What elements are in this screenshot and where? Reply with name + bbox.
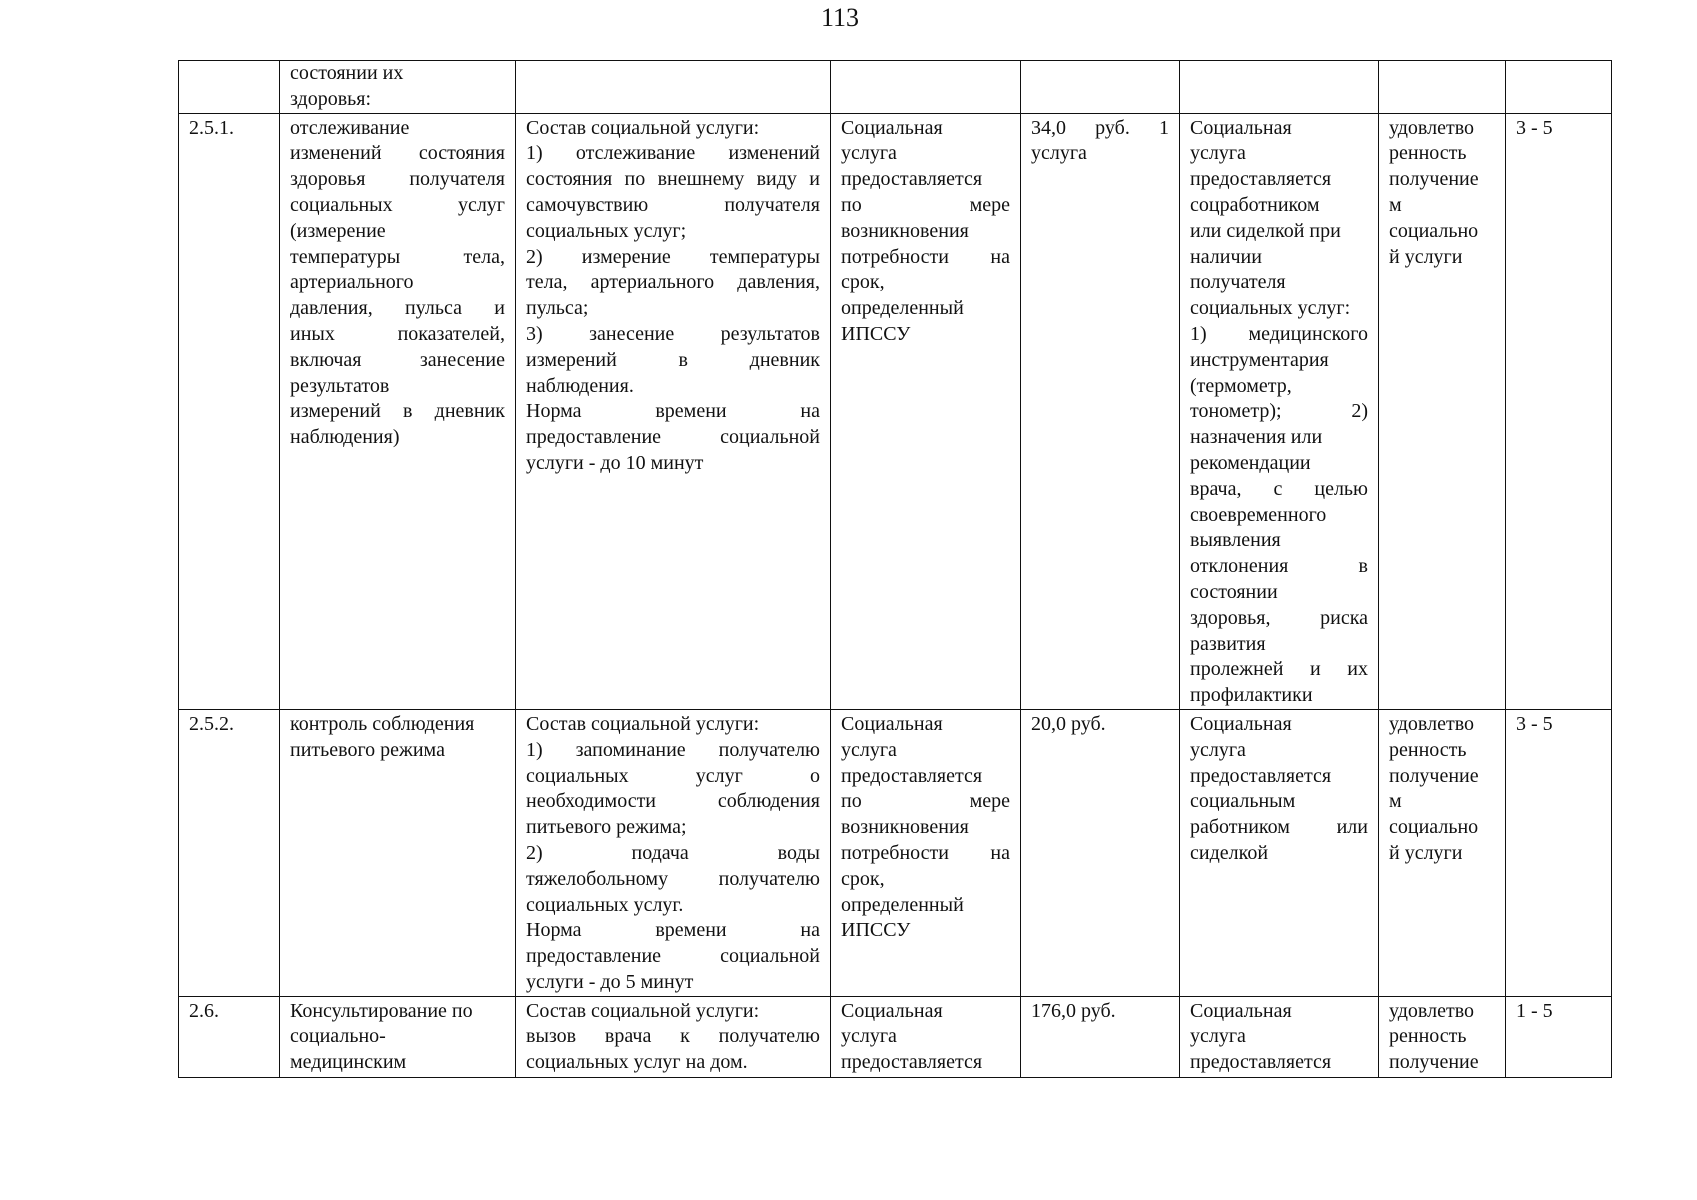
text-line: социальным — [1190, 790, 1296, 813]
text-line: удовлетво — [1389, 712, 1474, 735]
text-line: питьевого режима — [290, 738, 445, 761]
text-line: питьевого режима; — [526, 816, 687, 839]
text-line: услуга — [1190, 142, 1246, 165]
text-line: 176,0 руб. — [1031, 999, 1116, 1022]
service-price-cell — [1021, 61, 1180, 114]
text-line: получение — [1389, 168, 1479, 191]
text-line: давления, пульса и — [290, 297, 505, 320]
text-line: контроль соблюдения — [290, 712, 475, 735]
text-line: социально- — [290, 1025, 386, 1048]
quality-indicator-cell — [1379, 996, 1506, 1077]
text-line: социальных услуг — [290, 193, 505, 216]
text-line: медицинским — [290, 1051, 407, 1074]
text-line: социально — [1389, 219, 1479, 242]
text-line: (термометр, — [1190, 374, 1292, 397]
service-content-cell — [516, 61, 831, 114]
text-line: удовлетво — [1389, 999, 1474, 1022]
text-line: предоставляется — [841, 764, 983, 787]
page-number: 113 — [820, 3, 860, 32]
text-line: м — [1389, 193, 1402, 216]
text-line: Состав социальной услуги: — [526, 712, 760, 735]
text-line: ренность — [1389, 142, 1467, 165]
text-line: пульса; — [526, 297, 589, 320]
text-line: своевременного — [1190, 503, 1327, 526]
text-line: по мере — [841, 193, 1010, 216]
text-line: 34,0 руб. 1 — [1031, 116, 1169, 139]
table-row — [179, 113, 1612, 709]
text-line: определенный — [841, 893, 964, 916]
text-line: выявления — [1190, 529, 1281, 552]
text-line: пролежней и их — [1190, 658, 1368, 681]
service-content-cell — [516, 709, 831, 996]
text-line: измерений в дневник — [290, 400, 505, 423]
text-line: 1) медицинского — [1190, 322, 1368, 345]
score-cell: 3 - 5 — [1506, 113, 1612, 709]
text-line: социальных услуг; — [526, 219, 687, 242]
row-number-cell: 2.5.2. — [179, 709, 280, 996]
text-line: Социальная — [841, 116, 943, 139]
service-content-cell — [516, 113, 831, 709]
text-line: м — [1389, 790, 1402, 813]
text-line: Состав социальной услуги: — [526, 116, 760, 139]
text-line: изменений состояния — [290, 142, 505, 165]
text-line: назначения или — [1190, 426, 1323, 449]
quality-indicator-cell — [1379, 709, 1506, 996]
text-line: Норма времени на — [526, 919, 820, 942]
text-line: предоставление социальной — [526, 426, 820, 449]
text-line: определенный — [841, 297, 964, 320]
text-line: предоставляется — [1190, 168, 1332, 191]
text-line: отклонения в — [1190, 555, 1368, 578]
text-line: Социальная — [841, 712, 943, 735]
text-line: социально — [1389, 816, 1479, 839]
text-line: срок, — [841, 271, 885, 294]
text-line: социальных услуг на дом. — [526, 1051, 748, 1074]
text-line: услуги - до 5 минут — [526, 970, 694, 993]
service-conditions-cell — [1180, 61, 1379, 114]
service-term-cell — [831, 61, 1021, 114]
service-term-cell — [831, 996, 1021, 1077]
text-line: возникновения — [841, 219, 969, 242]
text-line: тонометр); 2) — [1190, 400, 1368, 423]
text-line: ренность — [1389, 738, 1467, 761]
text-line: услуга — [841, 1025, 897, 1048]
service-name-cell — [280, 113, 516, 709]
service-conditions-cell — [1180, 709, 1379, 996]
text-line: (измерение — [290, 219, 386, 242]
score-cell — [1506, 61, 1612, 114]
row-number-cell — [179, 61, 280, 114]
text-line: тяжелобольному получателю — [526, 867, 820, 890]
row-number-cell: 2.5.1. — [179, 113, 280, 709]
text-line: 2) измерение температуры — [526, 245, 820, 268]
text-line: социальных услуг. — [526, 893, 684, 916]
text-line: Консультирование по — [290, 999, 473, 1022]
text-line: тела, артериального давления, — [526, 271, 820, 294]
text-line: по мере — [841, 790, 1010, 813]
text-line: ренность — [1389, 1025, 1467, 1048]
service-price-cell — [1021, 113, 1180, 709]
service-content-cell — [516, 996, 831, 1077]
text-line: Состав социальной услуги: — [526, 999, 760, 1022]
text-line: й услуги — [1389, 245, 1463, 268]
text-line: Социальная — [1190, 116, 1292, 139]
text-line: включая занесение — [290, 348, 505, 371]
services-table — [178, 60, 1612, 1078]
text-line: здоровья, риска — [1190, 606, 1368, 629]
text-line: наблюдения) — [290, 426, 400, 449]
text-line: 1) запоминание получателю — [526, 738, 820, 761]
service-name-cell — [280, 61, 516, 114]
text-line: получение — [1389, 1051, 1479, 1074]
service-price-cell — [1021, 709, 1180, 996]
text-line: услуга — [1031, 142, 1087, 165]
text-line: иных показателей, — [290, 322, 505, 345]
text-line: Норма времени на — [526, 400, 820, 423]
service-name-cell — [280, 709, 516, 996]
table-row — [179, 709, 1612, 996]
text-line: соцработником — [1190, 193, 1320, 216]
text-line: измерений в дневник — [526, 348, 820, 371]
row-number-cell: 2.6. — [179, 996, 280, 1077]
service-conditions-cell — [1180, 113, 1379, 709]
text-line: сиделкой — [1190, 841, 1269, 864]
score-cell: 3 - 5 — [1506, 709, 1612, 996]
text-line: потребности на — [841, 245, 1010, 268]
text-line: удовлетво — [1389, 116, 1474, 139]
text-line: здоровья получателя — [290, 168, 505, 191]
text-line: социальных услуг о — [526, 764, 820, 787]
text-line: наблюдения. — [526, 374, 634, 397]
text-line: здоровья: — [290, 87, 372, 110]
text-line: социальных услуг: — [1190, 297, 1351, 320]
table-row — [179, 61, 1612, 114]
service-conditions-cell — [1180, 996, 1379, 1077]
quality-indicator-cell — [1379, 113, 1506, 709]
text-line: наличии — [1190, 245, 1262, 268]
service-term-cell — [831, 113, 1021, 709]
text-line: рекомендации — [1190, 451, 1311, 474]
text-line: получателя — [1190, 271, 1286, 294]
score-cell: 1 - 5 — [1506, 996, 1612, 1077]
text-line: предоставляется — [1190, 1051, 1332, 1074]
quality-indicator-cell — [1379, 61, 1506, 114]
text-line: услуга — [1190, 1025, 1246, 1048]
text-line: инструментария — [1190, 348, 1329, 371]
text-line: результатов — [290, 374, 390, 397]
text-line: услуга — [841, 142, 897, 165]
text-line: й услуги — [1389, 841, 1463, 864]
text-line: развития — [1190, 632, 1266, 655]
text-line: или сиделкой при — [1190, 219, 1341, 242]
text-line: ИПССУ — [841, 919, 911, 942]
text-line: ИПССУ — [841, 322, 911, 345]
text-line: самочувствию получателя — [526, 193, 820, 216]
text-line: 2) подача воды — [526, 841, 820, 864]
text-line: услуги - до 10 минут — [526, 451, 704, 474]
text-line: профилактики — [1190, 684, 1313, 707]
text-line: работником или — [1190, 816, 1368, 839]
text-line: вызов врача к получателю — [526, 1025, 820, 1048]
text-line: Социальная — [1190, 712, 1292, 735]
service-term-cell — [831, 709, 1021, 996]
text-line: потребности на — [841, 841, 1010, 864]
text-line: получение — [1389, 764, 1479, 787]
text-line: 3) занесение результатов — [526, 322, 820, 345]
text-line: необходимости соблюдения — [526, 790, 820, 813]
text-line: предоставляется — [1190, 764, 1332, 787]
text-line: 1) отслеживание изменений — [526, 142, 820, 165]
text-line: услуга — [1190, 738, 1246, 761]
text-line: Социальная — [841, 999, 943, 1022]
text-line: артериального — [290, 271, 414, 294]
text-line: возникновения — [841, 816, 969, 839]
text-line: состоянии их — [290, 62, 404, 84]
text-line: срок, — [841, 867, 885, 890]
text-line: предоставляется — [841, 168, 983, 191]
text-line: состояния по внешнему виду и — [526, 168, 820, 191]
text-line: отслеживание — [290, 116, 410, 139]
text-line: температуры тела, — [290, 245, 505, 268]
text-line: предоставляется — [841, 1051, 983, 1074]
service-name-cell — [280, 996, 516, 1077]
text-line: врача, с целью — [1190, 477, 1368, 500]
text-line: состоянии — [1190, 580, 1278, 603]
service-price-cell — [1021, 996, 1180, 1077]
text-line: предоставление социальной — [526, 945, 820, 968]
text-line: 20,0 руб. — [1031, 712, 1106, 735]
text-line: услуга — [841, 738, 897, 761]
table-row — [179, 996, 1612, 1077]
text-line: Социальная — [1190, 999, 1292, 1022]
